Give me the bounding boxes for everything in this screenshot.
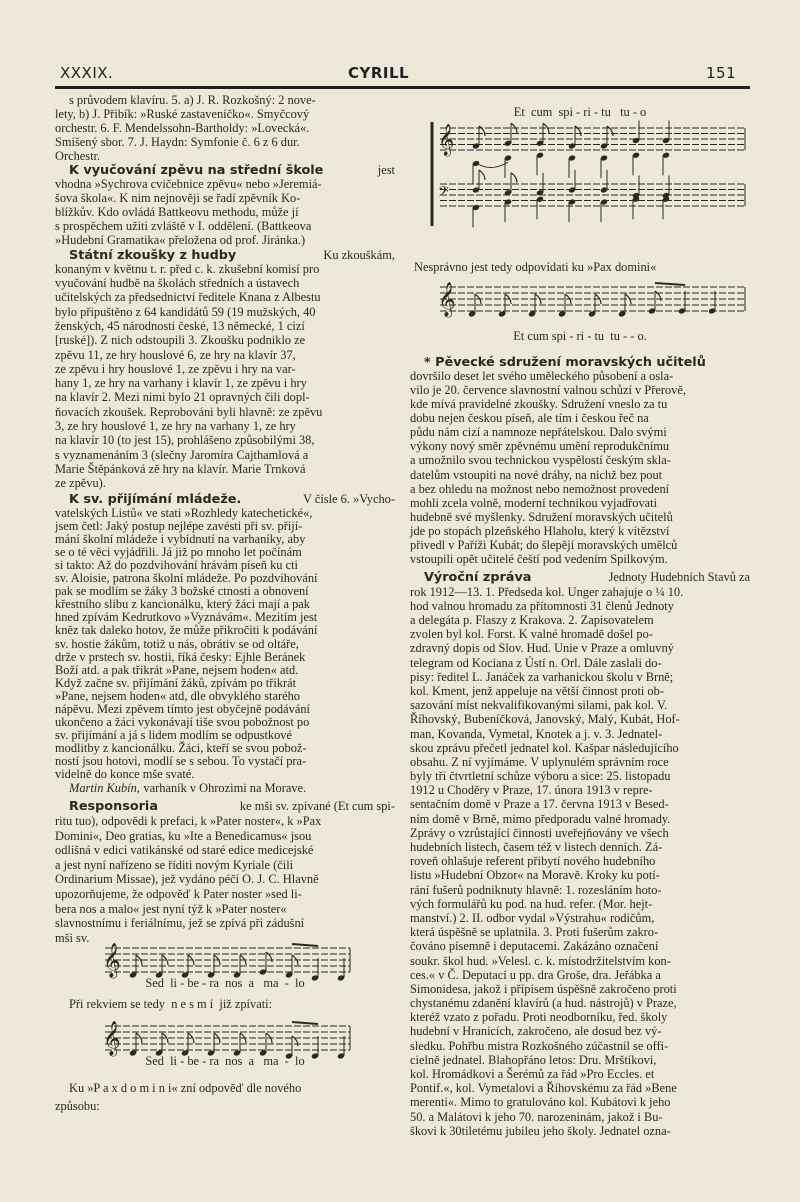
text-line: Simonidesa, jakož i přípisem úspěšně zakročeno proti — [410, 981, 677, 996]
text-line: upozorňujeme, že odpověď k Pater noster »sed li- — [55, 887, 302, 902]
text-line: merenti«. Mimo to gratulováno kol. Kubátovi k jeho — [410, 1095, 671, 1110]
text-line: Orchestr. — [55, 148, 101, 163]
text-line: půdu nám cizí a namnoze nepřátelskou. Dalo svými — [410, 425, 667, 440]
text-line: s průvodem klavíru. 5. a) J. R. Rozkošný: 2 nove- — [69, 92, 316, 107]
text-line: lety, b) J. Přibík: »Ruské zastaveníčko«. Smyčcový — [55, 106, 310, 121]
text-line: videlně do konce mše svaté. — [55, 767, 195, 782]
note-flag — [479, 170, 485, 180]
text-line: bera nos a malo« jest nyní týž k »Pater noster« — [55, 901, 287, 916]
text-line: mohli zcela volně, moderní technikou vyjadřovati — [410, 495, 658, 510]
text-line — [55, 163, 395, 177]
text-line: vyučování hudbě na školách středních a ústavech — [55, 276, 300, 291]
text-line: roveň ohlašuje referent přibytí nového hudebního — [410, 854, 656, 869]
text-line: Smíšený sbor. 7. J. Haydn: Symfonie č. 6 z 6 dur. — [55, 134, 300, 149]
text-line: hod valnou hromadu za přítomnosti 31 členů Jednoty — [410, 598, 674, 613]
text-line: a bez ohledu na možnost nebo nemožnost provedení — [410, 481, 670, 496]
text-line: Boží atd. a pak třikrát »Pane, nejsem hoden« atd. — [55, 662, 299, 677]
music-lyrics: Sed li - be - ra nos a ma - lo — [145, 1054, 305, 1068]
pax-domini-paragraph — [55, 1079, 395, 1115]
text-line — [55, 493, 395, 506]
signature — [55, 781, 395, 795]
page-number: 151 — [706, 64, 737, 82]
text-line: si takto: Až do pozdvihování hrávám píseň ku cti — [55, 557, 298, 572]
beam — [292, 1022, 318, 1024]
text-line: kde mívá pravidelné zkoušky. Sdružení vneslo za tu — [410, 396, 668, 411]
text-line — [410, 571, 750, 585]
section-heading: K sv. přijímání mládeže. — [69, 492, 242, 508]
text-line: mání školní mládeže i vybídnutí na varhaníky, aby — [55, 531, 306, 546]
text-span: Ku zkouškám, — [323, 247, 395, 262]
paragraph — [410, 355, 750, 567]
text-line: listu »Hudební Obzor« na Moravě. Kroky ku potí- — [410, 868, 660, 883]
text-line: přivedl v Paříži Kubát; do šlepějí moravských umělců — [410, 538, 678, 553]
text-line: orchestr. 6. F. Mendelssohn-Bartholdy: »Lovecká«. — [55, 120, 310, 135]
text-line: vhodna »Sychrova cvičebnice zpěvu« nebo »Jeremiá- — [55, 176, 322, 191]
text-line: hudebně své myšlenky. Sdružení moravských učitelů — [410, 510, 673, 525]
text-span: ke mši sv. zpívané (Et cum spi- — [239, 799, 395, 814]
note-flag — [479, 126, 485, 136]
text-line: pisy: ředitel L. Janáček za varhanickou školu v Brně; — [410, 669, 674, 684]
paragraph — [410, 571, 750, 1139]
text-line: obsahu. Z ní vyjímáme. V uplynulém správním roce — [410, 754, 669, 769]
music-lyrics: Et cum spi - ri - tu tu - - o. — [513, 329, 647, 343]
text-line: datelům vstoupiti na nové dráhy, na nichž bez pout — [410, 467, 663, 482]
text-line: kněz tak daleko hotov, že může přikročiti k podávání — [55, 623, 318, 638]
text-line: nápěvu. Mezi zpěvem tímto jest obyčejně podávání — [55, 701, 310, 716]
text-line: šova škola«. K nim nejnověji se řadí zpěvník Ko- — [55, 190, 301, 205]
text-line: Ku »P a x d o m i n i« zní odpověď dle nového — [69, 1080, 302, 1095]
text-line: ženských, 45 národnosti české, 13 německé, 1 cizí — [55, 318, 305, 333]
text-line: jde po stopách plzeňského Hlaholu, který k vítězství — [410, 524, 670, 539]
text-span: V čísle 6. »Vycho- — [303, 492, 395, 507]
treble-clef-icon: 𝄞 — [438, 282, 456, 318]
text-line: dovršilo deset let svého uměleckého působení a osla- — [410, 368, 674, 383]
section-heading: Výroční zpráva — [424, 570, 532, 586]
text-line: vatelských Listů« ve stati »Rozhledy katechetické«, — [55, 505, 313, 520]
text-line: sv. Aloisie, patrona školní mládeže. Po pozdvihování — [55, 571, 318, 586]
text-line: škovi k 30tiletému jubileu jeho školy. Jednatel ozna- — [410, 1123, 671, 1138]
paragraph — [55, 248, 395, 491]
text-line: hudební v Hranicích, zakročeno, ale dosud bez vý- — [410, 1024, 662, 1039]
text-line: Říhovský, Bubeníčková, Janovský, Malý, Kubát, Hof- — [410, 712, 680, 727]
text-line: konaným v květnu t. r. před c. k. zkušební komisí pro — [55, 261, 320, 276]
text-line: odlišná v edici vatikánské od staré edice medicejské — [55, 843, 314, 858]
text-line: vých formulářů ku pod. na hud. refer. (Mor. hejt- — [410, 896, 653, 911]
paragraph — [55, 800, 395, 946]
bass-clef-icon: 𝄢 — [438, 183, 449, 203]
text-line: kol. Hromádkovi a Šerémů za řád »Pro Eccles. et — [410, 1067, 655, 1082]
section-heading: * Pěvecké sdružení moravských učitelů — [424, 354, 706, 370]
note-flag — [655, 291, 661, 301]
note-flag — [607, 126, 613, 136]
slur — [478, 162, 508, 168]
text-line: hned zpívám Kedrutkovo »Vyznávám«. Mezitím jest — [55, 610, 318, 625]
note-flag — [292, 1036, 298, 1046]
text-line: způsobu: — [55, 1098, 100, 1113]
text-line: soukr. škol hud. »Velesl. c. k. místodržitelstvím kon- — [410, 953, 671, 968]
text-line: Pontif.«, kol. Vymetalovi a Říhovskému za řád »Bene — [410, 1081, 677, 1096]
music-lyrics: Et cum spi - ri - tu tu - o — [513, 105, 647, 119]
incorrect-line: Nesprávno jest tedy odpovídati ku »Pax domini« — [414, 260, 657, 274]
author-place: varhaník v Ohrozimi na Morave. — [143, 780, 307, 795]
paragraph — [55, 93, 395, 163]
treble-clef-icon: 𝄞 — [103, 1021, 121, 1057]
text-line: vilo je 20. července slavnostní valnou schůzí v Přerově, — [410, 382, 686, 397]
text-line: s prospěchem užiti zvláště v I. oddělení. (Battkeova — [55, 218, 312, 233]
text-line: zdravný dopis od Slov. Hud. Unie v Praze a omluvný — [410, 641, 674, 656]
text-line: Když začne sv. přijímání žáků, zpívám po třikrát — [55, 675, 297, 690]
text-line: cielně jednatel. Blahopřáno letos: Dru. Mrštíkovi, — [410, 1052, 657, 1067]
text-line: ukončeno a žáci vykonávají tiše svou pobožnost po — [55, 715, 310, 730]
text-line: čováno písemně i deputacemi. Zakázáno označení — [410, 939, 659, 954]
text-line: pak se modlím se žáky 3 božské ctnosti a obnovení — [55, 584, 309, 599]
text-line — [55, 800, 395, 815]
text-line: sledku. Pohřbu mistra Rozkošného zúčastnil se offi- — [410, 1038, 669, 1053]
text-line — [55, 248, 395, 262]
text-line: sentačním domě v Praze a 17. června 1913 v Besed- — [410, 797, 669, 812]
text-line: ritu tuo), odpovědi k prefaci, k »Pater noster«, k »Pax — [55, 814, 322, 829]
text-line: sv. přijímání a já s lidem modlím se odpustkové — [55, 728, 293, 743]
author-name: Martin Kubín, — [69, 780, 140, 795]
text-line: »Hudební Gramatika« přeložena od prof. Jiránka.) — [55, 232, 306, 247]
text-line: s vyznamenáním 3 (slečny Jaromíra Cajthamlová a — [55, 447, 309, 462]
section-heading: K vyučování zpěvu na střední škole — [69, 162, 324, 178]
text-line: a delegáta p. Flaszy z Krakova. 2. Zapisovatelem — [410, 613, 654, 628]
text-line: Domini«, Deo gratias, ku »Ite a Benedicamus« jsou — [55, 828, 312, 843]
note-flag — [266, 952, 272, 962]
text-line: man, Kovanda, Vymetal, Knotek a j. v. 3. Jednatel- — [410, 726, 663, 741]
note-flag — [575, 126, 581, 136]
header-rule — [55, 86, 750, 89]
text-line: slavnostnímu i feriálnímu, jež se zpívá při zádušní — [55, 916, 305, 931]
text-line: ces.« v Č. Deputací u pp. dra Groše, dra. Jeřábka a — [410, 967, 661, 982]
text-line: 50. a Malátovi k jeho 70. narozeninám, jakož i Bu- — [410, 1109, 663, 1124]
text-line: skou zprávu přečetl jednatel kol. Kašpar následujícího — [410, 740, 679, 755]
requiem-line: Při rekviem se tedy n e s m í již zpívati: — [69, 997, 273, 1011]
text-line: kteréž vzato z pořadu. Proti neodborníku, řed. školy — [410, 1010, 668, 1025]
text-line: 3, ze hry houslové 1, ze hry na varhany 1, ze hry — [55, 419, 296, 434]
treble-clef-icon: 𝄞 — [438, 123, 455, 156]
text-line: modlitby z kancionálku. Žáci, kteří se svou pobož- — [55, 741, 307, 756]
text-line: hany 1, ze hry na varhany i klavír 1, ze zpěvu i hry — [55, 376, 307, 391]
text-line: sazování míst nekvalifikovanými silami, pak kol. V. — [410, 698, 668, 713]
volume-number: XXXIX. — [60, 64, 114, 82]
text-line: Zprávy o vzrůstající činnosti uveřejňovány ve všech — [410, 825, 669, 840]
text-line: hudebních listech, časem též v listech denních. Zá- — [410, 840, 663, 855]
text-line: ze zpěvu). — [55, 476, 106, 491]
text-line: Marie Štěpánková zě hry na klavír. Marie Trnková — [55, 461, 306, 476]
text-line: rok 1912—13. 1. Předseda kol. Unger zahajuje o ¼ 10. — [410, 584, 684, 599]
text-line: telegram od Kociana z Ústí n. Orl. Dále zaslali do- — [410, 655, 662, 670]
signature-line — [55, 781, 395, 795]
text-line: sv. hostie žákům, totiž u nás, obrátiv se od oltáře, — [55, 636, 299, 651]
text-line: mši sv. — [55, 930, 90, 945]
text-line: blížkův. Kdo ovládá Battkeovu methodu, může jí — [55, 204, 299, 219]
text-line: zpěvu 11, ze hry houslové 6, ze hry na klavír 37, — [55, 347, 296, 362]
text-line: učitelských za předsednictví ředitele Knana z Albestu — [55, 290, 321, 305]
text-line: a jest nyní nařízeno se říditi novým Kyriale (čili — [55, 857, 294, 872]
text-line: křestního slibu z kancionálku, který žáci mají a pak — [55, 597, 310, 612]
text-line — [410, 355, 750, 369]
text-line: vstoupili opět učitelé čeští pod vedením Spilkovým. — [410, 552, 668, 567]
text-line: výkony nový směr zpěvnému umění reprodukčnímu — [410, 439, 670, 454]
text-line: »Pane, nejsem hoden« atd, dle obvyklého starého — [55, 688, 300, 703]
text-line: rání fušerů podniknuty hlavně: 1. rozesláním hoto- — [410, 882, 662, 897]
text-line: chystanému zdanění klavírů (a hud. nástrojů) v Praze, — [410, 996, 677, 1011]
text-line: a umožnilo svou technickou vyspělostí českým skla- — [410, 453, 671, 468]
text-line: ze zpěvu i hry houslové 1, ze zpěvu i hry na var- — [55, 361, 296, 376]
section-heading: Státní zkoušky z hudby — [69, 247, 237, 263]
paragraph — [55, 163, 395, 247]
text-line: ním domě v Brně, mimo předporadu valné hromady. — [410, 811, 671, 826]
text-line: [ruské]). Z nich odstoupili 3. Zkoušku podniklo ze — [55, 333, 306, 348]
text-line: která úspěšně se uplatnila. 3. Proti fušerům zakro- — [410, 925, 659, 940]
text-line: drže v prstech sv. hostii, říká česky: Ejhle Beránek — [55, 649, 306, 664]
music-lyrics: Sed li - be - ra nos a ma - lo — [145, 976, 305, 990]
beam — [655, 283, 685, 285]
text-span: Jednoty Hudebních Stavů za — [608, 570, 750, 585]
text-line: 1912 u Choděry v Praze, 17. února 1913 v repre- — [410, 783, 653, 798]
text-line: na klavír 2. Mezi nimi bylo 21 opravných čili dopl- — [55, 390, 310, 405]
text-line: Ordinarium Missae), jež vydáno péčí O. J. C. Hlavně — [55, 872, 319, 887]
text-line: dobu nejen českou píseň, ale tím i českou řeč na — [410, 411, 649, 426]
text-line: ností jsou hotovi, modlí se s sebou. To vystačí pra- — [55, 754, 307, 769]
paragraph — [55, 493, 395, 781]
text-span: jest — [377, 162, 395, 177]
section-heading: Responsoria — [69, 799, 158, 815]
text-line: bylo připuštěno z 64 kandidátů 59 (19 mužských, 40 — [55, 304, 316, 319]
journal-title: CYRILL — [348, 64, 410, 82]
text-line: byly tři čtvrtletní schůze výboru a sice: 25. listopadu — [410, 769, 671, 784]
text-line: ňovacích zkoušek. Reprobováni byli hlavně: ze zpěvu — [55, 404, 323, 419]
text-line: manství.) 2. II. odbor vydal »Výstrahu« rodičům, — [410, 910, 655, 925]
text-line: na klavír 10 (to jest 15), prohlášeno způsobilými 38, — [55, 433, 315, 448]
note-flag — [511, 173, 517, 183]
treble-clef-icon: 𝄞 — [103, 943, 121, 979]
text-line: se o té věci vyjádřili. Já již po mnoho let počínám — [55, 544, 302, 559]
text-line: jsem četl: Jaký postup nejlépe zavésti při sv. přijí- — [55, 518, 303, 533]
text-line: zvolen byl kol. Forst. K valné hromadě došel po- — [410, 627, 653, 642]
text-line: kol. Kment, jenž appeluje na větší činnost proti ob- — [410, 683, 664, 698]
